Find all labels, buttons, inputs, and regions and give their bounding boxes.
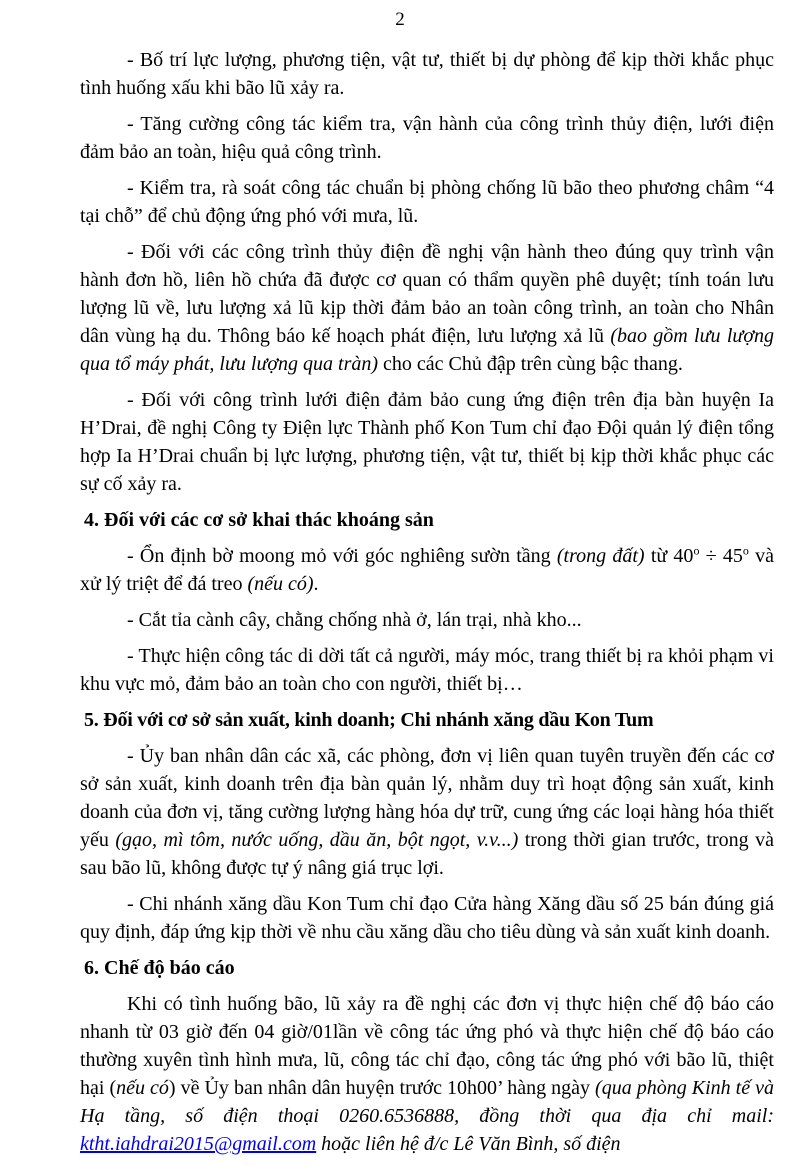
business-text: - Ủy ban nhân dân các xã, các phòng, đơn vị liên quan tuyên truyền đến các cơ sở sản xuất, kinh doanh trên địa bàn quản lý, nhằm duy trì hoạt động sản xuất, kinh doanh của đơn vị, tăng cường lượng hàng hóa dự trữ, cung ứng các loại hàng hóa thiết yếu (80, 745, 774, 851)
bullet-relocate: - Thực hiện công tác di dời tất cả người, máy móc, trang thiết bị ra khỏi phạm vi khu vực mỏ, đảm bảo an toàn cho con người, thiết bị… (80, 645, 774, 695)
report-text-mid: ) về Ủy ban nhân dân huyện trước 10h00’ hàng ngày (168, 1077, 596, 1099)
bullet-mine-slope (80, 542, 774, 598)
section-4-heading: 4. Đối với các cơ sở khai thác khoáng sản (84, 509, 434, 531)
page-number: 2 (395, 9, 405, 30)
slope-italic-1: (trong đất) (556, 545, 645, 567)
bullet-four-on-site: - Kiểm tra, rà soát công tác chuẩn bị phòng chống lũ bão theo phương châm “4 tại chỗ” để chủ động ứng phó với mưa, lũ. (80, 177, 774, 227)
report-text: Khi có tình huống bão, lũ xảy ra đề nghị các đơn vị thực hiện chế độ báo cáo nhanh từ 03 giờ đến 04 giờ/01lần về công tác ứng phó và thực hiện chế độ báo cáo thường xuyên tình hình mưa, lũ, công tác chỉ đạo, công tác ứng phó với bão lũ, thiệt hại ( (80, 993, 774, 1099)
report-italic-contact: (qua phòng Kinh tế và Hạ tầng, số điện thoại 0260.6536888, đồng thời qua địa chỉ mail: (80, 1077, 774, 1127)
slope-text-5: . (313, 573, 319, 595)
bullet-inspect-hydro: - Tăng cường công tác kiểm tra, vận hành của công trình thủy điện, lưới điện đảm bảo an toàn, hiệu quả công trình. (80, 113, 774, 163)
email-link[interactable]: ktht.iahdrai2015@gmail.com (80, 1133, 317, 1155)
business-text-end: trong thời gian trước, trong và sau bão lũ, không được tự ý nâng giá trục lợi. (80, 829, 774, 879)
slope-text-2: từ 40 (644, 545, 694, 567)
hydro-text-end: cho các Chủ đập trên cùng bậc thang. (378, 353, 683, 375)
section-5-heading: 5. Đối với cơ sở sản xuất, kinh doanh; Chi nhánh xăng dầu Kon Tum (84, 709, 654, 731)
slope-italic-2: (nếu có) (247, 573, 314, 595)
hydro-italic: (bao gồm lưu lượng qua tổ máy phát, lưu lượng qua tràn) (80, 325, 774, 375)
bullet-hydropower (80, 238, 774, 378)
bullet-reserve-forces: - Bố trí lực lượng, phương tiện, vật tư, thiết bị dự phòng để kịp thời khắc phục tình huống xấu khi bão lũ xảy ra. (80, 49, 774, 99)
bullet-business-stock (80, 742, 774, 882)
report-italic-contact-end: hoặc liên hệ đ/c Lê Văn Bình, số điện (316, 1133, 621, 1155)
section-6-heading: 6. Chế độ báo cáo (84, 957, 235, 979)
hydro-text: - Đối với các công trình thủy điện đề nghị vận hành theo đúng quy trình vận hành đơn hồ, liên hồ chứa đã được cơ quan có thẩm quyền phê duyệt; tính toán lưu lượng lũ về, lưu lượng xả lũ kịp thời đảm bảo an toàn công trình, an toàn cho Nhân dân vùng hạ du. Thông báo kế hoạch phát điện, lưu lượng xả lũ (80, 241, 774, 347)
slope-text-1: - Ổn định bờ moong mỏ với góc nghiêng sườn tầng (127, 545, 557, 567)
business-italic: (gạo, mì tôm, nước uống, dầu ăn, bột ngọt, v.v...) (115, 829, 519, 851)
document-body (80, 46, 774, 1166)
slope-text-4: và xử lý triệt để đá treo (80, 545, 774, 595)
bullet-power-grid: - Đối với công trình lưới điện đảm bảo cung ứng điện trên địa bàn huyện Ia H’Drai, đề nghị Công ty Điện lực Thành phố Kon Tum chỉ đạo Đội quản lý điện tổng hợp Ia H’Drai chuẩn bị lực lượng, phương tiện, vật tư, thiết bị kịp thời khắc phục các sự cố xảy ra. (80, 389, 774, 495)
degree-mark: o (742, 543, 749, 558)
bullet-fuel-branch: - Chi nhánh xăng dầu Kon Tum chỉ đạo Cửa hàng Xăng dầu số 25 bán đúng giá quy định, đáp ứng kịp thời về nhu cầu xăng dầu cho tiêu dùng và sản xuất kinh doanh. (80, 893, 774, 943)
report-paragraph (80, 990, 774, 1158)
bullet-trim-trees: - Cắt tỉa cành cây, chằng chống nhà ở, lán trại, nhà kho... (127, 609, 582, 631)
report-italic-if-any: nếu có (116, 1077, 169, 1099)
degree-mark: o (693, 543, 700, 558)
slope-text-3: ÷ 45 (699, 545, 743, 567)
